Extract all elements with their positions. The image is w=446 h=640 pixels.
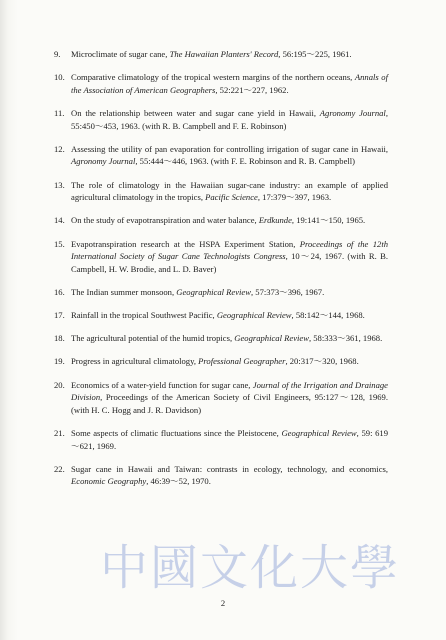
reference-text: , 56:195～225, 1961. (278, 49, 352, 59)
reference-item (54, 143, 388, 168)
reference-text: The Indian summer monsoon, (71, 286, 177, 297)
reference-text: The agricultural potential of the humid tropics, (71, 333, 235, 344)
reference-text: , 57:373～396, 1967. (250, 286, 325, 297)
reference-text: On the relationship between water and sugar cane yield in Hawaii, (71, 107, 320, 118)
reference-number: 13. (54, 179, 65, 190)
reference-text: , 17:379～397, 1963. (257, 192, 332, 203)
reference-number: 15. (54, 238, 65, 249)
reference-text: On the study of evapotranspiration and water balance, (71, 215, 259, 226)
reference-item (54, 179, 388, 204)
reference-source: Annals of the Association of American Geographers (71, 72, 388, 95)
reference-text: , 46:39～52, 1970. (146, 476, 211, 487)
reference-number: 21. (54, 428, 65, 438)
reference-text: , 10～24, 1967. (with R. B. Campbell, H. W. Brodie, and L. D. Baver) (71, 251, 388, 274)
reference-number: 9. (54, 49, 61, 59)
reference-text: Some aspects of climatic fluctuations since the Pleistocene, (71, 428, 282, 438)
reference-text: Rainfall in the tropical Southwest Pacific, (71, 310, 217, 321)
reference-item (54, 214, 388, 227)
reference-text: Comparative climatology of the tropical western margins of the northern oceans, (71, 72, 355, 83)
reference-item (54, 463, 388, 488)
reference-text: , 59: 619～621, 1969. (71, 428, 388, 451)
reference-source: Geographical Review (216, 310, 292, 321)
reference-item (54, 286, 388, 299)
reference-item (54, 71, 388, 96)
reference-item (54, 427, 388, 452)
reference-item (54, 107, 388, 132)
reference-source: Professional Geographer (198, 356, 286, 367)
reference-list (54, 48, 389, 499)
reference-text: , 58:333～361, 1968. (308, 333, 383, 344)
reference-source: Geographical Review (176, 286, 251, 297)
reference-text: Microclimate of sugar cane, (71, 49, 170, 59)
reference-text: , 55:444～446, 1963. (with F. E. Robinson and R. B. Campbell) (135, 156, 356, 167)
reference-item (54, 332, 388, 345)
reference-text: Progress in agricultural climatology, (71, 356, 199, 367)
reference-source: Geographical Review (234, 333, 309, 344)
reference-source: Agronomy Journal (71, 156, 136, 167)
reference-item (54, 48, 388, 61)
reference-number: 18. (54, 333, 65, 344)
reference-number: 14. (54, 215, 65, 226)
reference-source: Agronomy Journal (319, 107, 386, 118)
reference-item (54, 238, 389, 276)
reference-text: Sugar cane in Hawaii and Taiwan: contrasts in ecology, technology, and economics, (71, 463, 388, 474)
reference-number: 22. (54, 463, 65, 474)
reference-source: Pacific Science (205, 192, 258, 203)
reference-number: 11. (54, 107, 65, 118)
reference-source: Proceedings of the 12th International Society of Sugar Cane Technologists Congress (71, 238, 389, 262)
reference-text: , 52:221～227, 1962. (215, 84, 289, 95)
reference-text: Assessing the utility of pan evaporation for controlling irrigation of sugar cane in Hawaii, (71, 143, 388, 154)
reference-source: Geographical Review (281, 428, 357, 438)
reference-text: , 19:141～150, 1965. (291, 215, 366, 226)
reference-text: , 20:317～320, 1968. (285, 356, 359, 367)
reference-text: The role of climatology in the Hawaiian sugar-cane industry: an example of applied agricultural climatology in the tropics, (71, 179, 388, 203)
reference-number: 12. (54, 143, 65, 154)
reference-source: Economic Geography (71, 476, 147, 487)
reference-text: , 55:450～453, 1963. (with R. B. Campbell and F. E. Robinson) (71, 107, 388, 131)
reference-text: Evapotranspiration research at the HSPA Experiment Station, (71, 238, 300, 249)
university-watermark: 中國文化大學 (100, 540, 401, 596)
page-number: 2 (220, 598, 226, 608)
reference-source: The Hawaiian Planters' Record (169, 49, 279, 59)
reference-item (54, 355, 388, 368)
reference-number: 16. (54, 286, 65, 297)
reference-text: Economics of a water-yield function for sugar cane, (71, 379, 253, 390)
reference-item (54, 379, 388, 417)
reference-number: 19. (54, 356, 65, 367)
reference-text: , 58:142～144, 1968. (291, 310, 365, 321)
reference-text: , Proceedings of the American Society of Civil Engineers, 95:127～128, 1969. (with H. C. Hogg and J. R. Davidson) (71, 392, 388, 415)
reference-number: 10. (54, 72, 65, 83)
reference-source: Journal of the Irrigation and Drainage Division (71, 379, 388, 403)
reference-source: Erdkunde (258, 215, 292, 226)
reference-number: 20. (54, 379, 65, 390)
reference-item (54, 309, 388, 322)
reference-number: 17. (54, 310, 65, 321)
